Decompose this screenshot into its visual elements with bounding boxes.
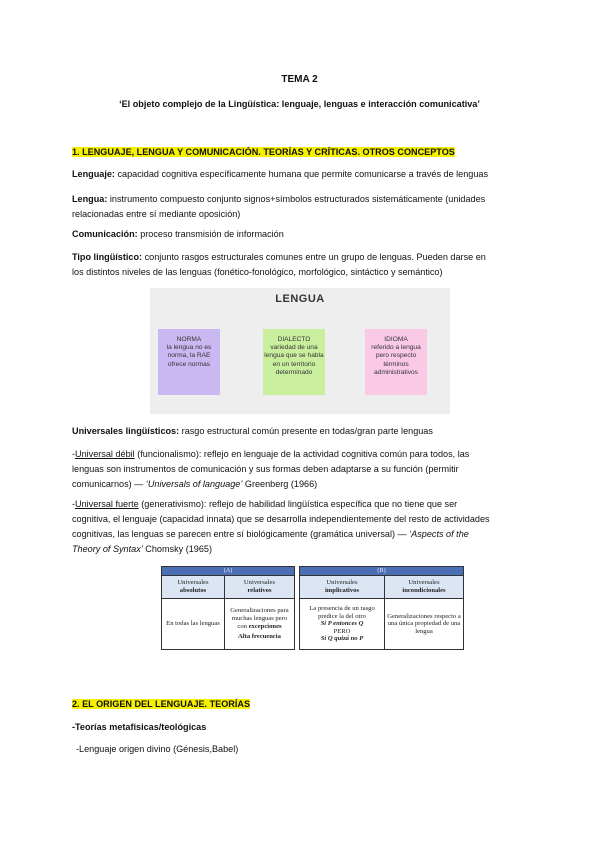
def-universales-text: rasgo estructural común presente en todas/gran parte lenguas bbox=[179, 426, 433, 436]
universales-table-a bbox=[161, 566, 295, 650]
note-norma-text: la lengua no es norma, la RAE ofrece normas bbox=[166, 344, 212, 368]
fuerte-line4b: Chomsky (1965) bbox=[142, 544, 213, 554]
section-2-heading bbox=[72, 697, 250, 712]
col-implicativos-header bbox=[300, 576, 385, 599]
debil-line3a: comunicarnos) — bbox=[72, 479, 146, 489]
col2-head-2: relativos bbox=[247, 587, 272, 594]
col2-body-bold: excepciones bbox=[248, 622, 282, 630]
def-lenguaje bbox=[72, 167, 542, 182]
fuerte-line4-italic: Theory of Syntax’ bbox=[72, 544, 143, 554]
col3-head-2: implicativos bbox=[324, 587, 360, 594]
page-title: TEMA 2 bbox=[281, 74, 318, 85]
sticky-note-dialecto bbox=[263, 329, 325, 395]
note-dialecto-heading: DIALECTO bbox=[277, 336, 311, 343]
col3-head-1: Universales bbox=[326, 579, 358, 587]
section-2-heading-text: 2. EL ORIGEN DEL LENGUAJE. TEORÍAS bbox=[72, 699, 251, 709]
col4-head-1: Universales bbox=[408, 579, 440, 587]
term-comunicacion: Comunicación: bbox=[72, 229, 138, 239]
def-tipo-line1: conjunto rasgos estructurales comunes entre un grupo de lenguas. Pueden darse en bbox=[142, 252, 486, 262]
col-absolutos-header bbox=[162, 576, 225, 599]
def-lengua-line2: relacionadas entre sí mediante oposición) bbox=[72, 209, 241, 219]
cell-implicativos bbox=[300, 599, 385, 650]
section-1-heading-text: 1. LENGUAJE, LENGUA Y COMUNICACIÓN. TEORÍAS Y CRÍTICAS. OTROS CONCEPTOS bbox=[72, 147, 455, 157]
group-a-header: (A) bbox=[162, 567, 295, 576]
col2-body-2: Alta frecuencia bbox=[238, 633, 281, 641]
def-tipo-linguistico bbox=[72, 250, 542, 280]
fuerte-line1: (generativismo): reflejo de habilidad lingüística específica que no tiene que ser bbox=[138, 499, 458, 509]
fuerte-prefix: - bbox=[72, 499, 76, 509]
def-lengua-line1: instrumento compuesto conjunto signos+símbolos estructurados sistemáticamente (unidades bbox=[107, 194, 486, 204]
fuerte-line3a: cognitivas, las lenguas se parecen entre sí biológicamente (gramática universal) — bbox=[72, 529, 410, 539]
universales-table-b bbox=[299, 566, 464, 650]
debil-line3b: Greenberg (1966) bbox=[242, 479, 318, 489]
col3-body-1: La presencia de un rasgo predice la del otro bbox=[309, 605, 375, 620]
term-lengua: Lengua: bbox=[72, 194, 108, 204]
col3-body-4: Si Q quizá no P bbox=[320, 635, 364, 643]
section-1-heading bbox=[72, 145, 455, 160]
col-incondicionales-header bbox=[385, 576, 464, 599]
term-tipo-linguistico: Tipo lingüístico: bbox=[72, 252, 143, 262]
universal-debil-label: Universal débil bbox=[75, 449, 135, 459]
cell-incondicionales: Generalizaciones respecto a una única propiedad de una lengua bbox=[385, 599, 464, 650]
diagram-title: LENGUA bbox=[275, 293, 325, 305]
debil-line2: lenguas son instrumentos de comunicación y sus formas deben adaptarse a su función (permitir bbox=[72, 464, 459, 474]
col-relativos-header bbox=[225, 576, 295, 599]
lengua-diagram bbox=[150, 288, 450, 414]
def-universales bbox=[72, 424, 542, 439]
universales-table bbox=[161, 566, 464, 660]
col4-head-2: incondicionales bbox=[402, 587, 446, 594]
def-lenguaje-text: capacidad cognitiva específicamente humana que permite comunicarse a través de lenguas bbox=[114, 169, 489, 179]
def-comunicacion-text: proceso transmisión de información bbox=[137, 229, 284, 239]
def-lengua bbox=[72, 192, 542, 222]
universal-fuerte-paragraph bbox=[72, 497, 552, 557]
section-2-item: -Lenguaje origen divino (Génesis,Babel) bbox=[76, 744, 239, 754]
def-comunicacion bbox=[72, 227, 542, 242]
universal-debil-paragraph bbox=[72, 447, 547, 492]
note-norma-heading: NORMA bbox=[176, 336, 202, 343]
debil-line3-italic: ‘Universals of language’ bbox=[145, 479, 243, 489]
cell-absolutos: En todas las lenguas bbox=[162, 599, 225, 650]
term-lenguaje: Lenguaje: bbox=[72, 169, 115, 179]
debil-prefix: - bbox=[72, 449, 76, 459]
section-2-subheading: -Teorías metafísicas/teológicas bbox=[72, 722, 207, 732]
col3-body-3: PERO bbox=[333, 627, 351, 635]
note-dialecto-text: variedad de una lengua que se habla en un territorio determinado bbox=[264, 344, 324, 376]
sticky-note-idioma bbox=[365, 329, 427, 395]
col3-body-2: Si P entonces Q bbox=[320, 620, 364, 628]
group-b-header: (B) bbox=[300, 567, 464, 576]
fuerte-line3-italic: ‘Aspects of the bbox=[409, 529, 469, 539]
debil-line1: (funcionalismo): reflejo en lenguaje de la actividad cognitiva común para todos, las bbox=[134, 449, 470, 459]
note-idioma-text: referido a lengua pero respecto términos administrativos bbox=[371, 344, 421, 376]
col1-head-1: Universales bbox=[177, 579, 209, 587]
col2-head-1: Universales bbox=[243, 579, 276, 587]
fuerte-line2: cognitiva, el lenguaje (capacidad innata) que se desarrolla independientemente del resto de actividades bbox=[72, 514, 490, 524]
note-idioma-heading: IDIOMA bbox=[384, 336, 408, 343]
term-universales: Universales lingüísticos: bbox=[72, 426, 180, 436]
page-subtitle: ‘El objeto complejo de la Lingüística: lenguaje, lenguas e interacción comunicativa’ bbox=[119, 99, 480, 109]
sticky-note-norma bbox=[158, 329, 220, 395]
col2-body-1: Generalizaciones para muchas lenguas pero con bbox=[230, 607, 289, 630]
col1-head-2: absolutos bbox=[179, 587, 207, 594]
def-tipo-line2: los distintos niveles de las lenguas (fonético-fonológico, morfológico, sintáctico y semántico) bbox=[72, 267, 443, 277]
cell-relativos bbox=[225, 599, 295, 650]
universal-fuerte-label: Universal fuerte bbox=[75, 499, 139, 509]
